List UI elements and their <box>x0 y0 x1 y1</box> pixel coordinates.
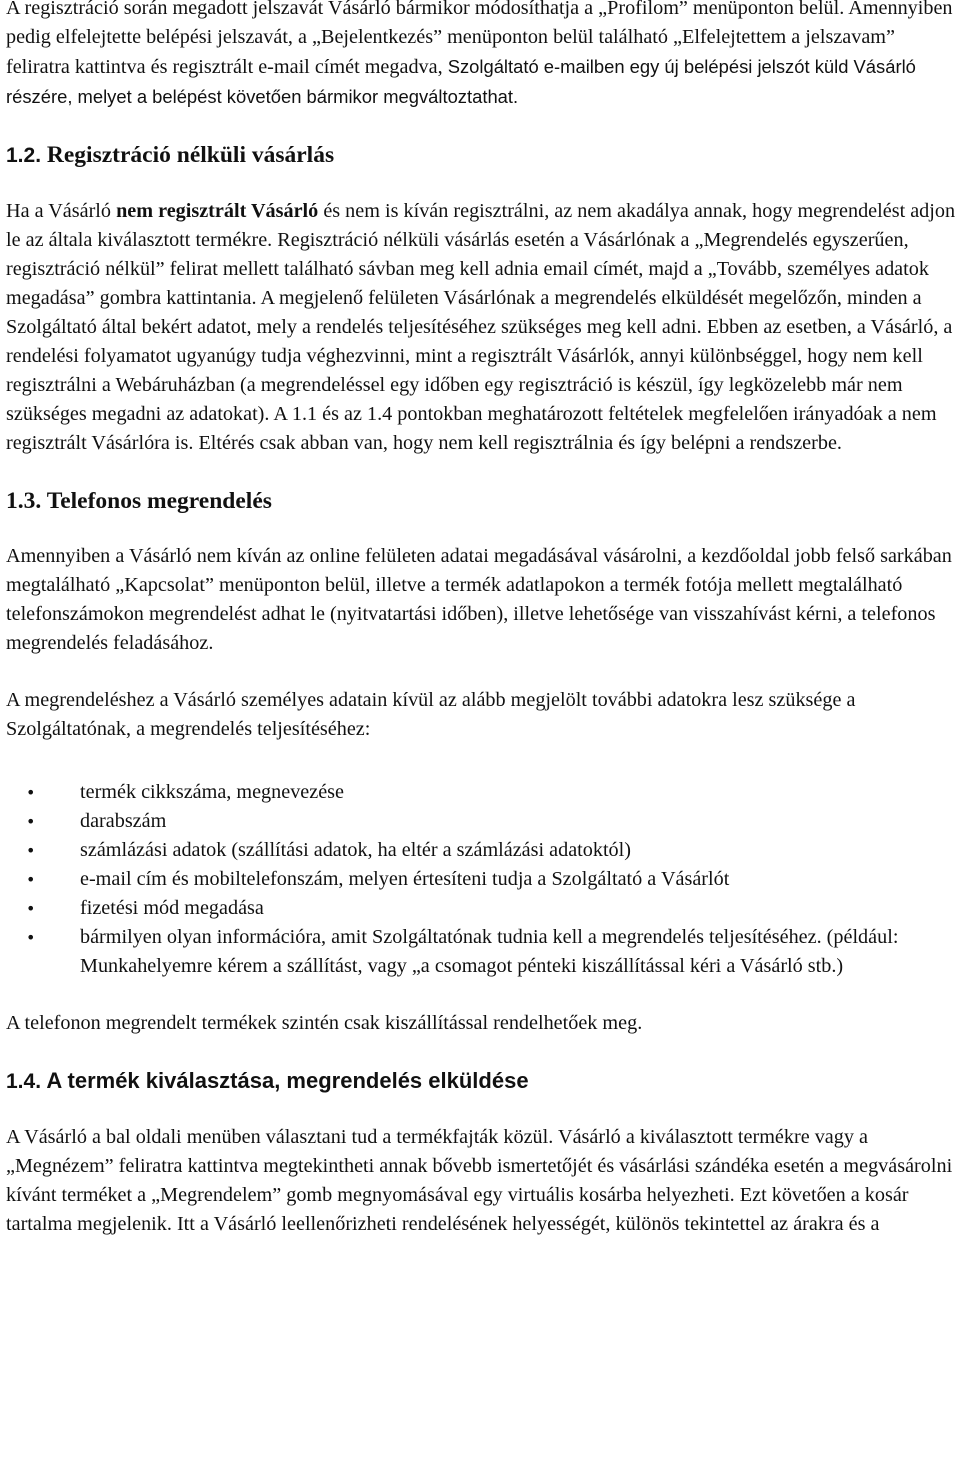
section-number: 1.3. <box>6 488 42 514</box>
section-1-3-paragraph-1: Amennyiben a Vásárló nem kíván az online felületen adatai megadásával vásárolni, a kezdőoldal jobb felső sarkában megtalálható „Kapcsolat” menüponton belül, illetve a termék adatlapokon a termék fotója mellett megtalálható telefonszámokon megrendelést adhat le (nyitvatartási időben), illetve lehetősége van visszahívást kérni, a telefonos megrendelés feladásához. <box>6 545 952 654</box>
section-number: 1.2. <box>6 144 42 167</box>
order-data-list <box>6 778 956 981</box>
list-item: • fizetési mód megadása <box>6 894 956 923</box>
list-item: • termék cikkszáma, megnevezése <box>6 778 956 807</box>
bold-term: nem regisztrált Vásárló <box>116 200 319 222</box>
text-run: és nem is kíván regisztrálni, az nem akadálya annak, hogy megrendelést adjon le az általa kiválasztott termékre. Regisztráció nélküli vásárlás esetén a Vásárlónak a „Megrendelés egyszerűen, regisztráció nélkül” felirat mellett található sávban meg kell adnia email címét, majd a „Tovább, személyes adatok megadása” gombra kattintania. A megjelenő felületen Vásárlónak a megrendelés elküldését megelőzőn, minden a Szolgáltató által bekért adatot, mely a rendelés teljesítéséhez szükséges meg kell adni. Ebben az esetben, a Vásárló, a rendelési folyamatot ugyanúgy tudja véghezvinni, mint a regisztrált Vásárlók, annyi különbséggel, hogy nem kell regisztrálni a Webáruházban (a megrendeléssel egy időben egy regisztráció is készül, így legközelebb már nem szükséges megadni az adatokat). A 1.1 és az 1.4 pontokban meghatározott feltételek megfelelően irányadóak a nem regisztrált Vásárlóra is. Eltérés csak abban van, hogy nem kell regisztrálnia és így belépni a rendszerbe. <box>6 200 956 454</box>
section-1-3-paragraph-3: A telefonon megrendelt termékek szintén csak kiszállítással rendelhetőek meg. <box>6 1012 643 1034</box>
intro-text-serif: A regisztráció során megadott jelszavát Vásárló bármikor módosíthatja a „Profilom” menüponton belül. Amennyiben pedig elfelejtette belépési jelszavát, a „Bejelentkezés” menüponton belül található „Elfelejtettem a jelszavam” feliratra kattintva és regisztrált e-mail címét megadva, <box>6 0 953 78</box>
list-item: • darabszám <box>6 807 956 836</box>
section-1-3-paragraph-2: A megrendeléshez a Vásárló személyes adatain kívül az alább megjelölt további adatokra lesz szüksége a Szolgáltatónak, a megrendelés teljesítéséhez: <box>6 689 856 740</box>
section-heading-1-2 <box>6 140 956 171</box>
list-item: • számlázási adatok (szállítási adatok, ha eltér a számlázási adatoktól) <box>6 836 956 865</box>
section-heading-1-3 <box>6 486 956 516</box>
section-title: Telefonos megrendelés <box>41 488 272 514</box>
section-number: 1.4. <box>6 1070 42 1093</box>
section-1-4-paragraph: A Vásárló a bal oldali menüben választani tud a termékfajták közül. Vásárló a kiválasztott termékre vagy a „Megnézem” feliratra kattintva megtekintheti annak bővebb ismertetőjét és vásárlási szándéka esetén a megvásárolni kívánt terméket a „Megrendelem” gomb megnyomásával egy virtuális kosárba helyezheti. Ezt követően a kosár tartalma megjelenik. Itt a Vásárló leellenőrizheti rendelésének helyességét, különös tekintettel az árakra és a <box>6 1126 953 1235</box>
section-title: Regisztráció nélküli vásárlás <box>41 142 335 168</box>
intro-paragraph <box>6 0 956 112</box>
section-title: A termék kiválasztása, megrendelés elküldése <box>41 1068 529 1093</box>
section-1-2-paragraph <box>6 197 956 458</box>
list-item: • e-mail cím és mobiltelefonszám, melyen értesíteni tudja a Szolgáltató a Vásárlót <box>6 865 956 894</box>
text-run: Ha a Vásárló <box>6 200 117 222</box>
list-item: • bármilyen olyan információra, amit Szolgáltatónak tudnia kell a megrendelés teljesítéséhez. (például: Munkahelyemre kérem a szállítást, vagy „a csomagot pénteki kiszállítással kéri a Vásárló stb.) <box>6 923 956 981</box>
intro-text-sans: Szolgáltató e-mailben egy új belépési jelszót küld Vásárló részére, melyet a belépést követően bármikor megváltoztathat. <box>6 56 916 107</box>
document-page <box>6 0 956 1239</box>
section-heading-1-4 <box>6 1066 956 1097</box>
